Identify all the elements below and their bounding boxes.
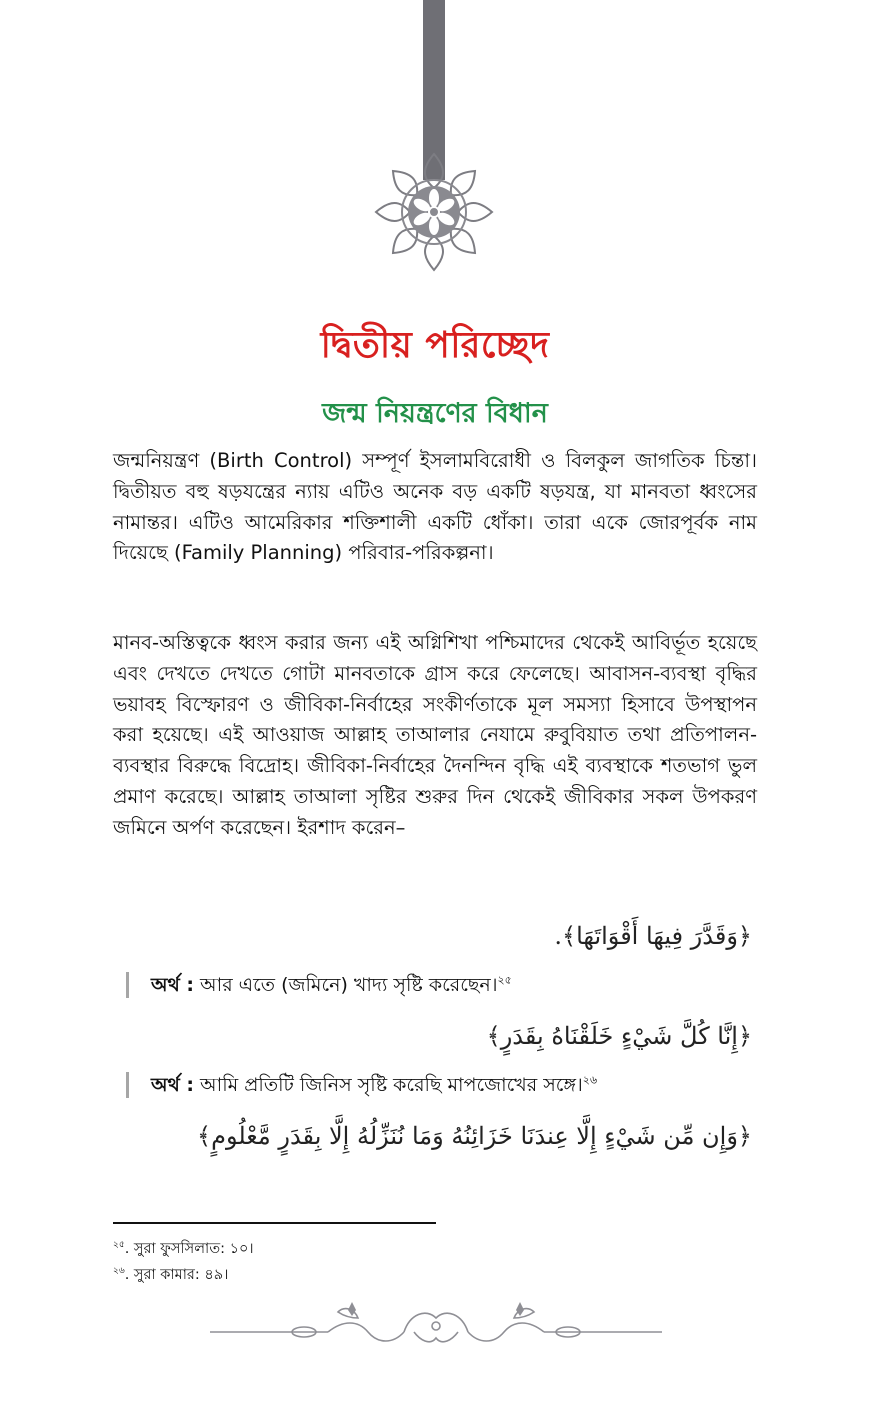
footnote-ref[interactable]: ২৫ [497,973,512,987]
floral-medallion-icon [372,150,496,274]
footnote-1 [113,1238,254,1262]
meaning-text: আমি প্রতিটি জিনিস সৃষ্টি করেছি মাপজোখের সঙ্গে। [200,1074,583,1096]
chapter-title: দ্বিতীয় পরিচ্ছেদ [320,325,550,366]
paragraph-2: মানব-অস্তিত্বকে ধ্বংস করার জন্য এই অগ্নিশিখা পশ্চিমাদের থেকেই আবির্ভূত হয়েছে এবং দেখতে দেখতে গোটা মানবতাকে গ্রাস করে ফেলেছে। আবাসন-ব্যবস্থা বৃদ্ধির ভয়াবহ বিস্ফোরণ ও জীবিকা-নির্বাহের সংকীর্ণতাকে মূল সমস্যা হিসাবে উপস্থাপন করা হয়েছে। এই আওয়াজ আল্লাহ তাআলার নেযামে রুবুবিয়াত তথা প্রতিপালন-ব্যবস্থার বিরুদ্ধে বিদ্রোহ। জীবিকা-নির্বাহের দৈনন্দিন বৃদ্ধি এই ব্যবস্থাকে শতভাগ ভুল প্রমাণ করেছে। আল্লাহ তাআলা সৃষ্টির শুরুর দিন থেকেই জীবিকার সকল উপকরণ জমিনে অর্পণ করেছেন। ইরশাদ করেন– [113,631,757,839]
footnote-number: ২৫ [113,1240,125,1251]
footnote-number: ২৬ [113,1266,125,1277]
meaning-text: আর এতে (জমিনে) খাদ্য সৃষ্টি করেছেন। [200,974,498,996]
footnote-2 [113,1264,228,1288]
meaning-label: অর্থ : [151,974,194,996]
quran-verse-2: ﴿إِنَّا كُلَّ شَيْءٍ خَلَقْنَاهُ بِقَدَرٍ﴾ [486,1022,752,1050]
footnote-divider [113,1222,436,1224]
verse-meaning-2 [126,1072,597,1098]
verse-meaning-1 [126,972,512,998]
section-title: জন্ম নিয়ন্ত্রণের বিধান [322,398,548,429]
footnote-text: . সুরা ফুসসিলাত: ১০। [124,1241,254,1257]
quran-verse-1: ﴿وَقَدَّرَ فِيهَا أَقْوَاتَهَا﴾. [554,922,752,950]
quran-verse-3: ﴿وَإِن مِّن شَيْءٍ إِلَّا عِندَنَا خَزَائِنُهُ وَمَا نُنَزِّلُهُ إِلَّا بِقَدَرٍ مَّعْلُومٍ﴾ [197,1122,752,1150]
paragraph-1: জন্মনিয়ন্ত্রণ (Birth Control) সম্পূর্ণ ইসলামবিরোধী ও বিলকুল জাগতিক চিন্তা। দ্বিতীয়ত বহু ষড়যন্ত্রের ন্যায় এটিও অনেক বড় একটি ষড়যন্ত্র, যা মানবতা ধ্বংসের নামান্তর। এটিও আমেরিকার শক্তিশালী একটি ধোঁকা। তারা একে জোরপূর্বক নাম দিয়েছে (Family Planning) পরিবার-পরিকল্পনা। [113,449,757,565]
footnote-text: . সুরা কামার: ৪৯। [124,1267,229,1283]
meaning-label: অর্থ : [151,1074,194,1096]
footnote-ref[interactable]: ২৬ [582,1073,598,1087]
decorative-divider-icon [208,1300,664,1354]
